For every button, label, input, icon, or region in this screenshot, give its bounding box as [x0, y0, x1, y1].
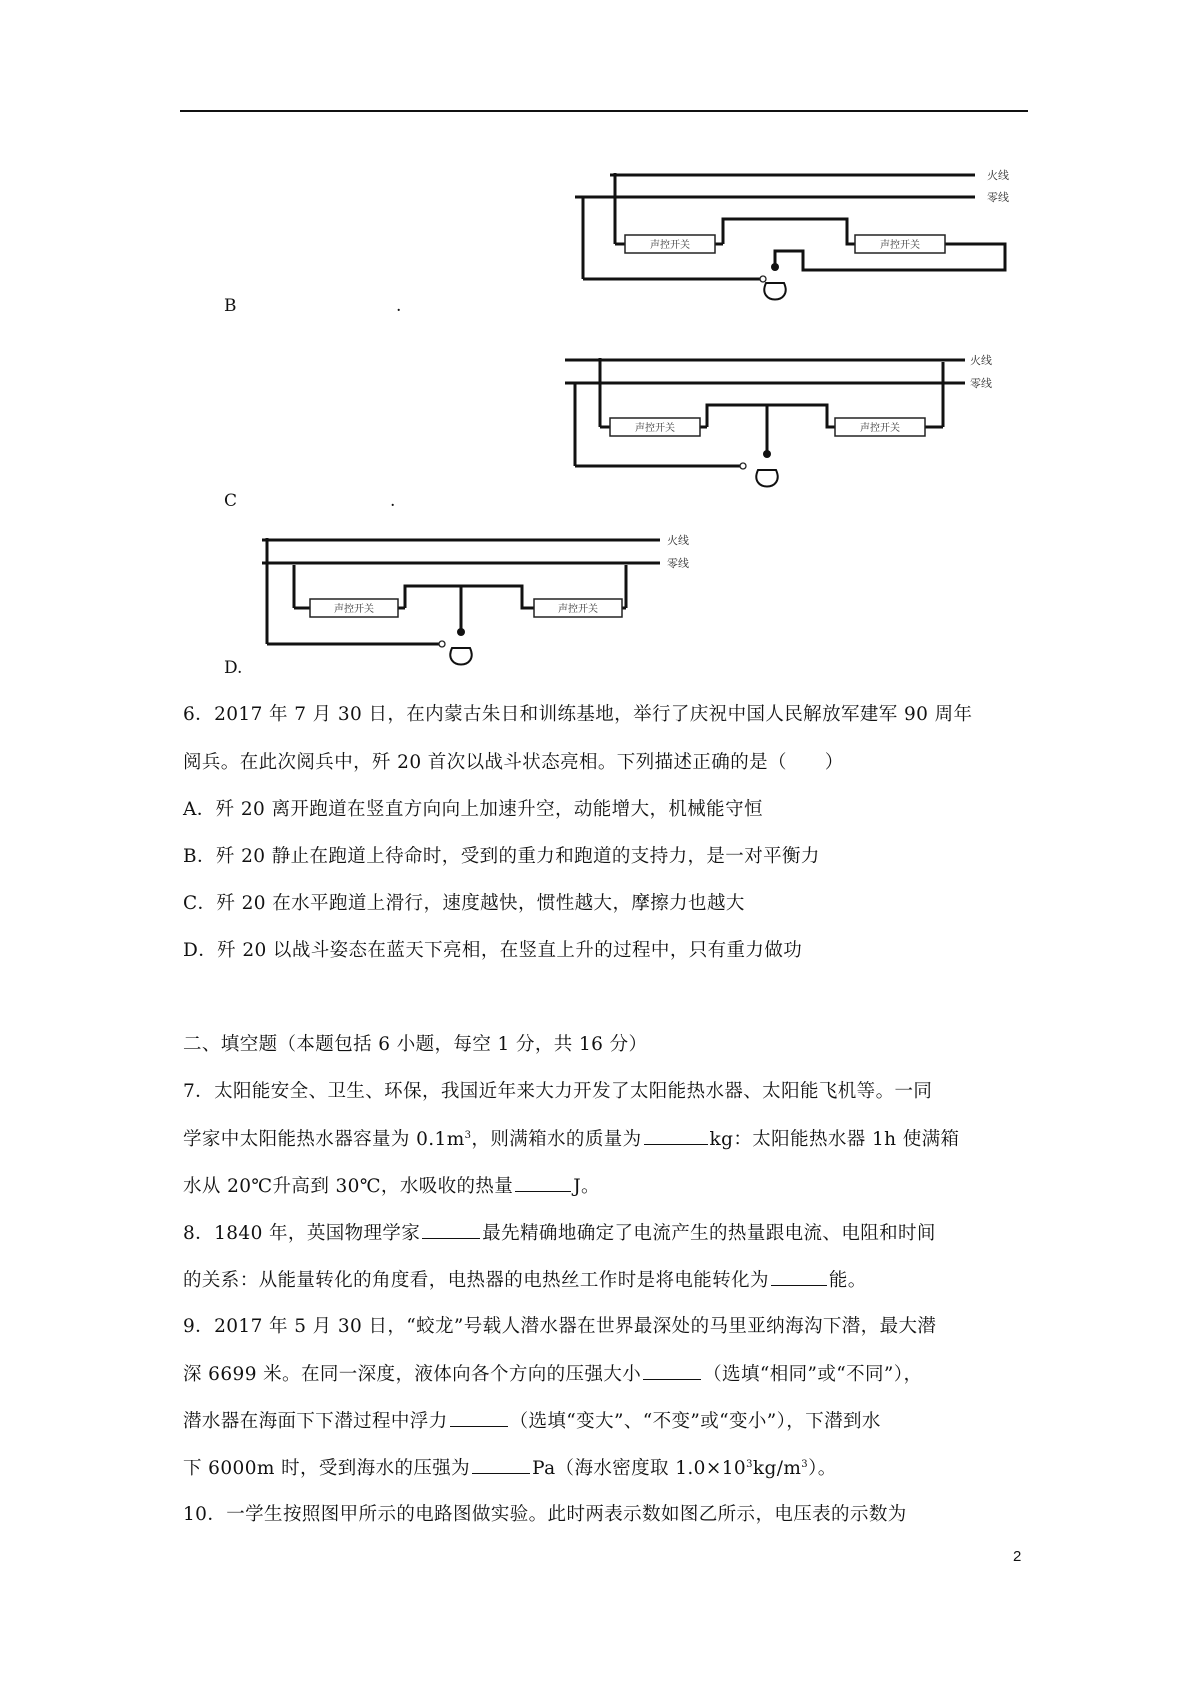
neutral-wire-label: 零线	[970, 377, 992, 390]
answer-blank	[643, 1359, 701, 1380]
option-c-label: C	[224, 491, 238, 511]
q9-line2: 深 6699 米。在同一深度，液体向各个方向的压强大小 （选填“相同”或“不同”），	[183, 1359, 922, 1386]
q9-line1: 9．2017 年 5 月 30 日，“蛟龙”号载人潜水器在世界最深处的马里亚纳海沟下潜，最大潜	[183, 1316, 937, 1337]
q7-line2: 学家中太阳能热水器容量为 $0.1m^3$，则满箱水的质量为 kg：太阳能热水器 1h 使满箱	[183, 1124, 959, 1151]
live-wire-label: 火线	[667, 534, 689, 547]
q8-line1: 8．1840 年，英国物理学家 最先精确地确定了电流产生的热量跟电流、电阻和时间	[183, 1218, 936, 1245]
section-title: 二、填空题（本题包括 6 小题，每空 1 分，共 16 分）	[183, 1034, 648, 1055]
voice-switch-label: 声控开关	[650, 240, 690, 251]
page-number: 2	[1013, 1548, 1022, 1565]
q7-line3: 水从 20℃升高到 30℃，水吸收的热量 J。	[183, 1171, 600, 1198]
voice-switch-label: 声控开关	[558, 604, 598, 615]
neutral-wire-label: 零线	[987, 191, 1009, 204]
q6-stem-line1: 6．2017 年 7 月 30 日，在内蒙古朱日和训练基地，举行了庆祝中国人民解放军建军 90 周年	[183, 704, 973, 725]
voice-switch-label: 声控开关	[880, 240, 920, 251]
option-b-dot: .	[396, 296, 402, 316]
answer-blank	[515, 1171, 571, 1192]
voice-switch-label: 声控开关	[635, 423, 675, 434]
q9-line4: 下 6000m 时，受到海水的压强为 Pa（海水密度取 $1.0\times 10^3kg/m^3$）。	[183, 1453, 837, 1480]
answer-blank	[472, 1453, 530, 1474]
q6-option-d: D．歼 20 以战斗姿态在蓝天下亮相，在竖直上升的过程中，只有重力做功	[183, 940, 803, 961]
q6-option-b: B．歼 20 静止在跑道上待命时，受到的重力和跑道的支持力，是一对平衡力	[183, 846, 820, 867]
answer-blank	[450, 1406, 508, 1427]
q8-line2: 的关系：从能量转化的角度看，电热器的电热丝工作时是将电能转化为 能。	[183, 1265, 867, 1292]
header-rule	[180, 110, 1028, 112]
live-wire-label: 火线	[987, 169, 1009, 182]
live-wire-label: 火线	[970, 354, 992, 367]
circuit-diagram-c	[565, 340, 1025, 510]
q9-line3: 潜水器在海面下下潜过程中浮力 （选填“变大”、“不变”或“变小”），下潜到水	[183, 1406, 881, 1433]
q10-line1: 10．一学生按照图甲所示的电路图做实验。此时两表示数如图乙所示，电压表的示数为	[183, 1504, 907, 1525]
answer-blank	[422, 1218, 480, 1239]
option-b-label: B	[224, 296, 237, 316]
q6-stem-line2: 阅兵。在此次阅兵中，歼 20 首次以战斗状态亮相。下列描述正确的是（ ）	[183, 752, 844, 773]
neutral-wire-label: 零线	[667, 557, 689, 570]
q6-option-c: C．歼 20 在水平跑道上滑行，速度越快，惯性越大，摩擦力也越大	[183, 893, 745, 914]
option-d-label: D.	[224, 658, 243, 678]
q7-line1: 7．太阳能安全、卫生、环保，我国近年来大力开发了太阳能热水器、太阳能飞机等。一同	[183, 1081, 933, 1102]
answer-blank	[771, 1265, 827, 1286]
circuit-diagram-b	[575, 155, 1025, 320]
circuit-diagram-d	[262, 520, 722, 680]
voice-switch-label: 声控开关	[334, 604, 374, 615]
option-c-dot: .	[390, 491, 396, 511]
answer-blank	[644, 1124, 708, 1145]
q6-option-a: A．歼 20 离开跑道在竖直方向向上加速升空，动能增大，机械能守恒	[183, 799, 763, 820]
voice-switch-label: 声控开关	[860, 423, 900, 434]
